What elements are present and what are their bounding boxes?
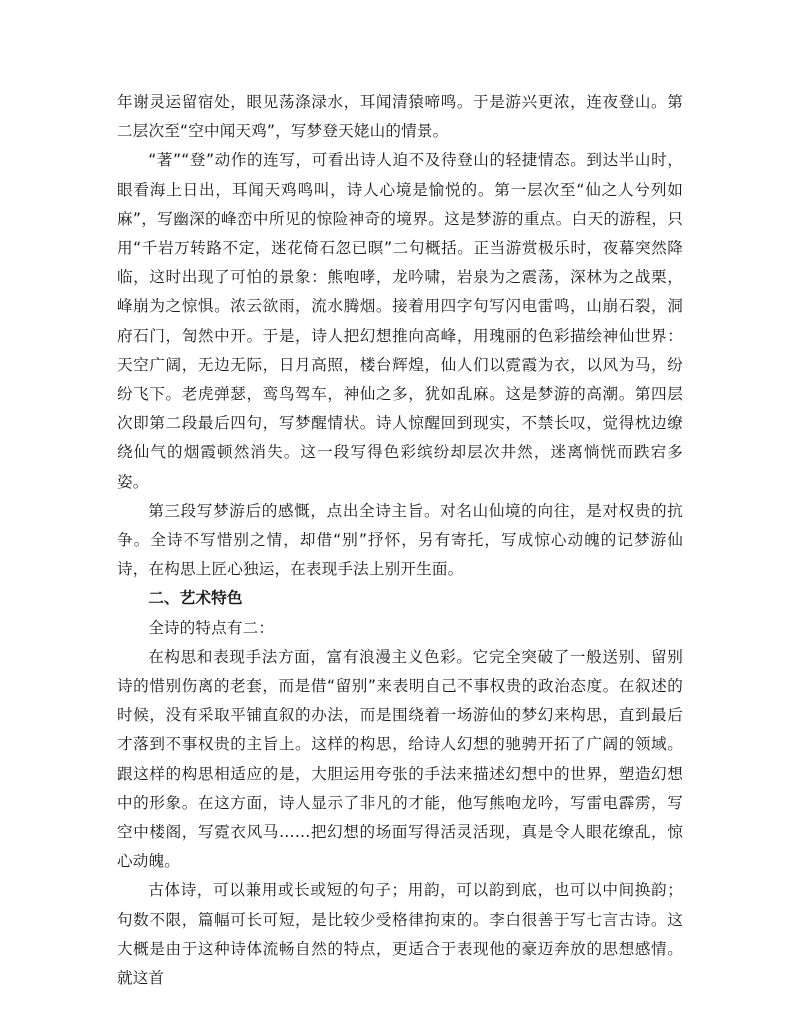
- paragraph-2: “著”“登”动作的连写，可看出诗人迫不及待登山的轻捷情态。到达半山时，眼看海上日出，耳闻天鸡鸣叫，诗人心境是愉悦的。第一层次至“仙之人兮列如麻”，写幽深的峰峦中所见的惊险神奇的境界。这是梦游的重点。白天的游程，只用“千岩万转路不定，迷花倚石忽已暝”二句概括。正当游赏极乐时，夜幕突然降临，这时出现了可怕的景象：熊咆哮，龙吟啸，岩泉为之震荡，深林为之战栗，峰崩为之惊惧。浓云欲雨，流水腾烟。接着用四字句写闪电雷鸣，山崩石裂，洞府石门，訇然中开。于是，诗人把幻想推向高峰，用瑰丽的色彩描绘神仙世界：天空广阔，无边无际，日月高照，楼台辉煌，仙人们以霓霞为衣，以风为马，纷纷飞下。老虎弹瑟，鸾鸟驾车，神仙之多，犹如乱麻。这是梦游的高潮。第四层次即第二段最后四句，写梦醒情状。诗人惊醒回到现实，不禁长叹，觉得枕边缭绕仙气的烟霞顿然消失。这一段写得色彩缤纷却层次井然，迷离惝恍而跌宕多姿。: [117, 151, 683, 491]
- document-body: [117, 88, 683, 993]
- paragraph-1: 年谢灵运留宿处，眼见荡涤渌水，耳闻清猿啼鸣。于是游兴更浓，连夜登山。第二层次至“空中闻天鸡”，写梦登天姥山的情景。: [117, 93, 683, 141]
- paragraph-6: 古体诗，可以兼用或长或短的句子；用韵，可以韵到底，也可以中间换韵；句数不限，篇幅可长可短，是比较少受格律拘束的。李白很善于写七言古诗。这大概是由于这种诗体流畅自然的特点，更适合于表现他的豪迈奔放的思想感情。就这首: [117, 881, 683, 988]
- section-heading: 二、艺术特色: [148, 589, 243, 608]
- paragraph-3: 第三段写梦游后的感慨，点出全诗主旨。对名山仙境的向往，是对权贵的抗争。全诗不写惜别之情，却借“别”抒怀，另有寄托，写成惊心动魄的记梦游仙诗，在构思上匠心独运，在表现手法上别开生面。: [117, 501, 683, 579]
- paragraph-5: 在构思和表现手法方面，富有浪漫主义色彩。它完全突破了一般送别、留别诗的惜别伤离的老套，而是借“留别”来表明自己不事权贵的政治态度。在叙述的时候，没有采取平铺直叙的办法，而是围绕着一场游仙的梦幻来构思，直到最后才落到不事权贵的主旨上。这样的构思，给诗人幻想的驰骋开拓了广阔的领域。跟这样的构思相适应的是，大胆运用夸张的手法来描述幻想中的世界，塑造幻想中的形象。在这方面，诗人显示了非凡的才能，他写熊咆龙吟，写雷电霹雳，写空中楼阁，写霓衣风马……把幻想的场面写得活灵活现，真是令人眼花缭乱，惊心动魄。: [117, 647, 683, 871]
- paragraph-4: 全诗的特点有二：: [148, 618, 275, 637]
